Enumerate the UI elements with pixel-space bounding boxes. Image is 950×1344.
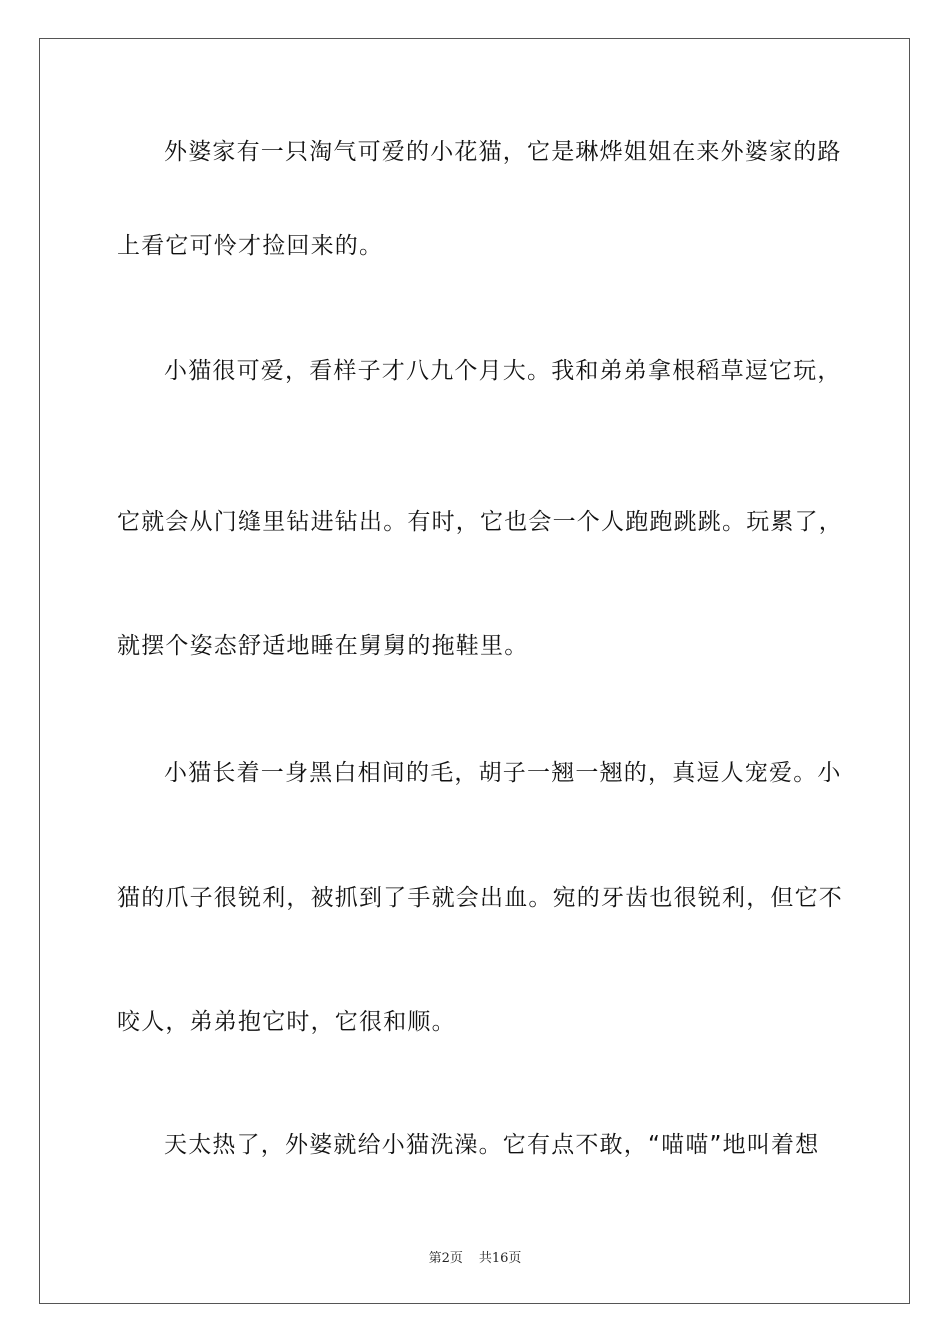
paragraph-line: 小猫很可爱，看样子才八九个月大。我和弟弟拿根稻草逗它玩， xyxy=(164,358,842,384)
page-border xyxy=(39,38,910,1304)
paragraph-line: 咬人，弟弟抱它时，它很和顺。 xyxy=(117,1009,456,1035)
paragraph-line: 就摆个姿态舒适地睡在舅舅的拖鞋里。 xyxy=(117,633,529,659)
paragraph-line: 上看它可怜才捡回来的。 xyxy=(117,233,384,259)
paragraph-line: 猫的爪子很锐利，被抓到了手就会出血。宛的牙齿也很锐利，但它不 xyxy=(117,885,843,911)
paragraph-line: 小猫长着一身黑白相间的毛，胡子一翘一翘的，真逗人宠爱。小 xyxy=(164,760,842,786)
page-total: 共16页 xyxy=(478,1251,522,1266)
page-footer xyxy=(0,1247,950,1266)
paragraph-line: 外婆家有一只淘气可爱的小花猫，它是琳烨姐姐在来外婆家的路 xyxy=(164,139,842,165)
paragraph-line: 天太热了，外婆就给小猫洗澡。它有点不敢，“喵喵”地叫着想 xyxy=(164,1132,820,1158)
paragraph-line: 它就会从门缝里钻进钻出。有时，它也会一个人跑跑跳跳。玩累了， xyxy=(117,509,843,535)
page-number: 第2页 xyxy=(428,1251,463,1266)
